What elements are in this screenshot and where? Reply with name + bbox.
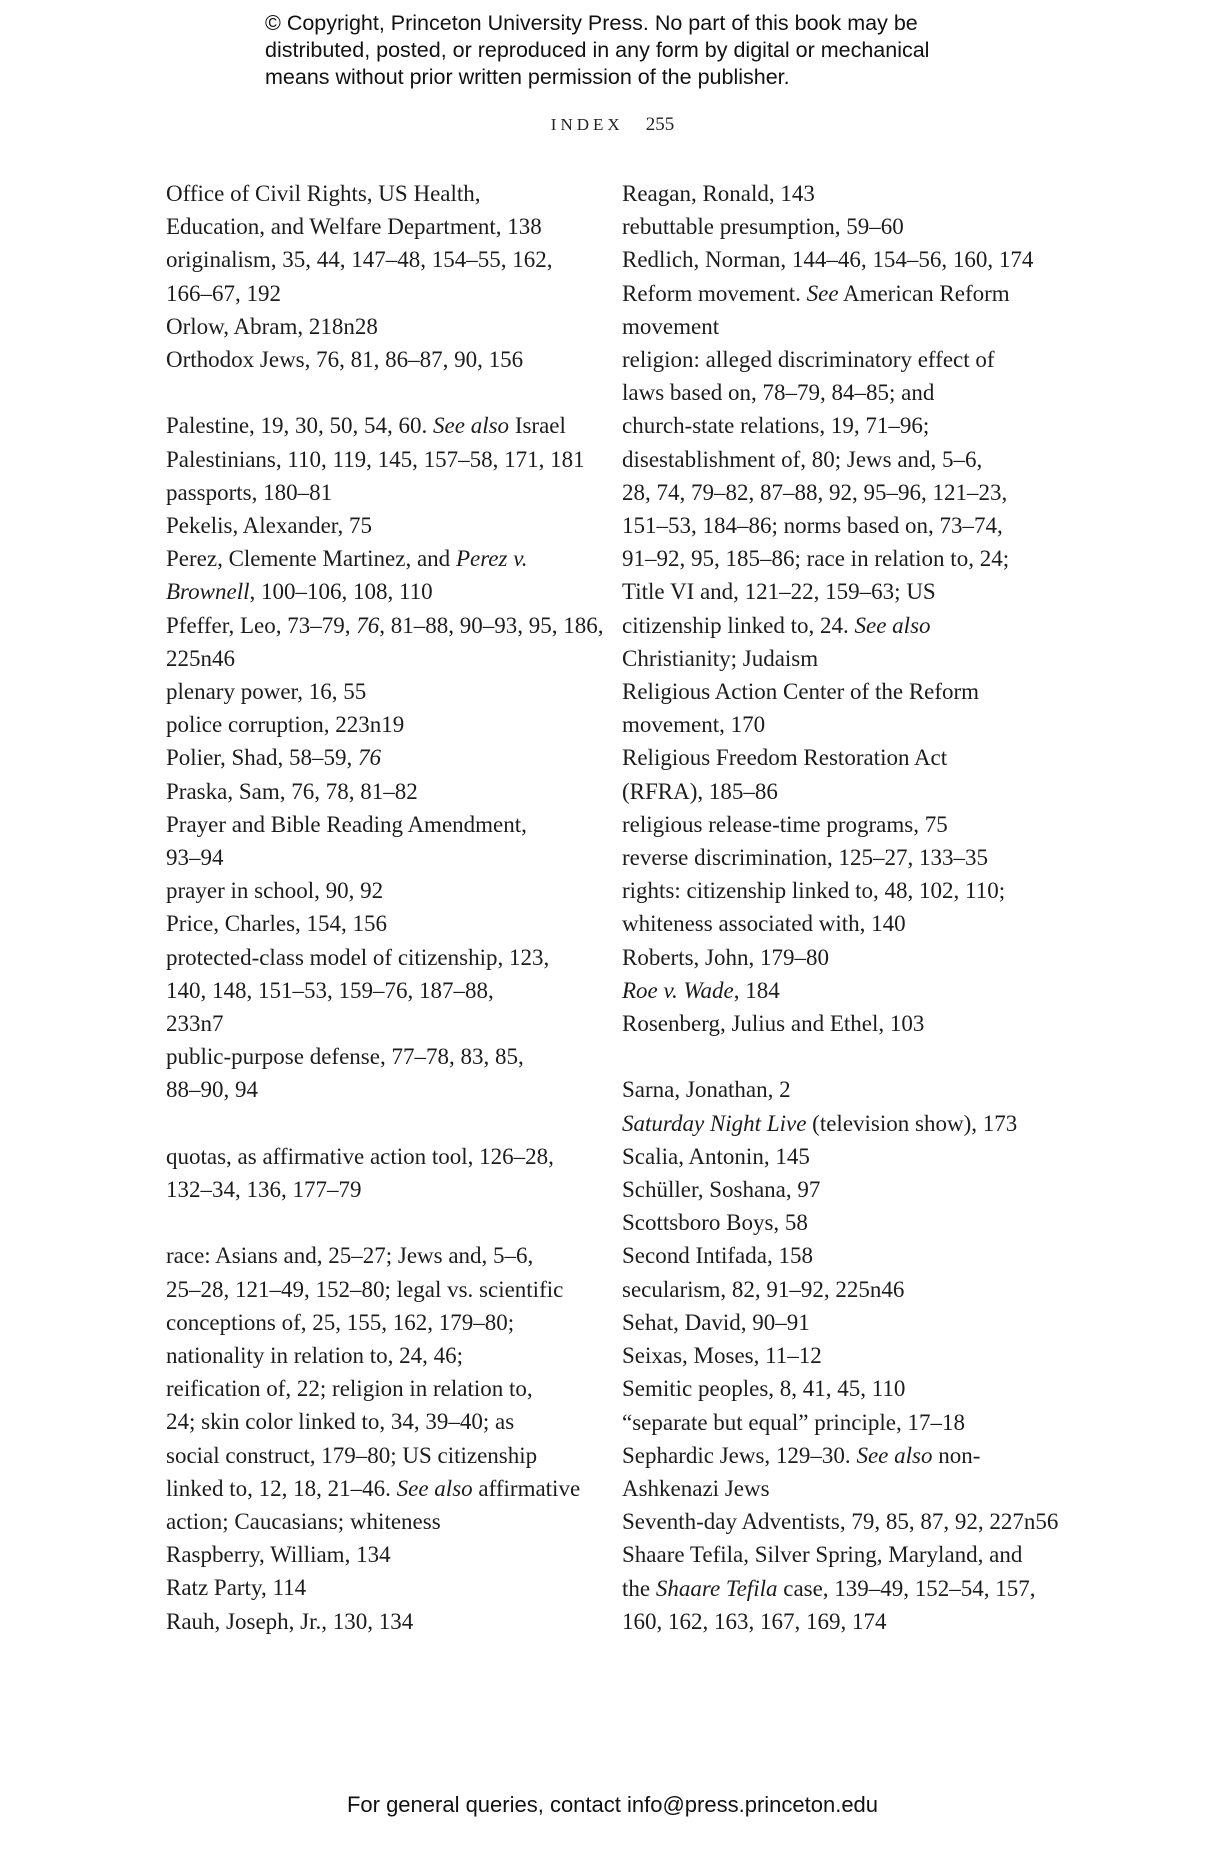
index-entry: [622, 1206, 1052, 1239]
index-entry-line: Roe v. Wade, 184: [622, 977, 780, 1003]
index-entry: [166, 1538, 596, 1571]
index-entry: [166, 243, 596, 309]
copyright-line: distributed, posted, or reproduced in any form by digital or mechanical: [265, 38, 930, 62]
index-entry-line: movement: [622, 313, 720, 339]
index-entry: [622, 343, 1052, 675]
index-entry: [622, 941, 1052, 974]
letter-group-gap: [622, 1040, 1052, 1073]
index-entry: [622, 1239, 1052, 1272]
index-entry-line: originalism, 35, 44, 147–48, 154–55, 162,: [166, 247, 553, 273]
index-entry-line: Palestinians, 110, 119, 145, 157–58, 171, 181: [166, 446, 585, 472]
index-entry-line: reverse discrimination, 125–27, 133–35: [622, 845, 989, 871]
index-entry: [166, 343, 596, 376]
index-entry-line: Orthodox Jews, 76, 81, 86–87, 90, 156: [166, 347, 524, 373]
index-entry-line: Saturday Night Live (television show), 173: [622, 1110, 1018, 1136]
index-entry-line: Seventh-day Adventists, 79, 85, 87, 92, 227n56: [622, 1509, 1059, 1535]
index-entry: [622, 1107, 1052, 1140]
index-entry: [622, 210, 1052, 243]
index-entry-line: Second Intifada, 158: [622, 1243, 813, 1269]
index-entry-line: rights: citizenship linked to, 48, 102, 110;: [622, 878, 1006, 904]
index-entry: [166, 741, 596, 774]
index-entry: [166, 609, 604, 675]
index-entry: [622, 1140, 1052, 1173]
index-entry: [622, 277, 1052, 343]
index-entry: [622, 1538, 1052, 1638]
index-entry: [166, 708, 596, 741]
index-entry: [622, 675, 1052, 741]
index-entry-line: religious release-time programs, 75: [622, 811, 948, 837]
copyright-line: means without prior written permission of the publisher.: [265, 65, 790, 89]
index-entry-line: Schüller, Soshana, 97: [622, 1177, 821, 1203]
index-entry-line: Education, and Welfare Department, 138: [166, 214, 542, 240]
index-entry-line: Office of Civil Rights, US Health,: [166, 181, 481, 206]
index-entry-line: Prayer and Bible Reading Amendment,: [166, 811, 527, 837]
index-entry-line: citizenship linked to, 24. See also: [622, 612, 931, 638]
index-entry-line: Redlich, Norman, 144–46, 154–56, 160, 174: [622, 247, 1034, 273]
index-entry: [166, 775, 596, 808]
index-entry-line: laws based on, 78–79, 84–85; and: [622, 380, 935, 406]
index-entry-line: social construct, 179–80; US citizenship: [166, 1442, 538, 1468]
index-entry: [166, 941, 596, 1041]
footer-contact: For general queries, contact info@press.princeton.edu: [346, 1792, 879, 1817]
index-entry-line: conceptions of, 25, 155, 162, 179–80;: [166, 1309, 515, 1335]
index-entry-line: Perez, Clemente Martinez, and Perez v.: [166, 546, 528, 572]
letter-group-gap: [166, 376, 596, 409]
index-entry: [166, 1239, 596, 1538]
index-entry: [622, 1372, 1052, 1405]
index-entry-line: prayer in school, 90, 92: [166, 878, 384, 904]
index-entry-line: 233n7: [166, 1011, 224, 1037]
index-entry-line: 25–28, 121–49, 152–80; legal vs. scientific: [166, 1276, 564, 1302]
index-entry-line: Rauh, Joseph, Jr., 130, 134: [166, 1608, 414, 1634]
index-entry: [622, 243, 1052, 276]
index-column-left: [166, 177, 604, 1638]
index-entry-line: (RFRA), 185–86: [622, 778, 778, 804]
index-entry-line: reification of, 22; religion in relation to,: [166, 1376, 533, 1402]
index-entry: [622, 1505, 1059, 1538]
index-entry-line: Reform movement. See American Reform: [622, 280, 1010, 306]
copyright-line: © Copyright, Princeton University Press. No part of this book may be: [265, 11, 918, 35]
copyright-notice: [265, 10, 1025, 91]
index-entry-line: race: Asians and, 25–27; Jews and, 5–6,: [166, 1243, 534, 1269]
index-entry: [166, 1571, 596, 1604]
index-entry: [166, 907, 596, 940]
index-entry: [622, 177, 1052, 210]
index-entry-line: police corruption, 223n19: [166, 712, 405, 738]
index-entry-line: Seixas, Moses, 11–12: [622, 1343, 822, 1369]
index-entry-line: whiteness associated with, 140: [622, 911, 906, 937]
index-entry-line: nationality in relation to, 24, 46;: [166, 1343, 464, 1369]
index-entry-line: secularism, 82, 91–92, 225n46: [622, 1276, 905, 1302]
index-entry-line: Pekelis, Alexander, 75: [166, 513, 373, 539]
index-entry-line: Palestine, 19, 30, 50, 54, 60. See also Israel: [166, 413, 566, 439]
index-entry-line: Praska, Sam, 76, 78, 81–82: [166, 778, 418, 804]
index-entry-line: Ashkenazi Jews: [622, 1475, 770, 1501]
running-head: [0, 114, 1225, 136]
index-entry: [622, 1173, 1052, 1206]
index-entry: [622, 1406, 1052, 1439]
index-entry-line: rebuttable presumption, 59–60: [622, 214, 904, 240]
index-entry-line: public-purpose defense, 77–78, 83, 85,: [166, 1044, 524, 1070]
index-entry: [622, 841, 1052, 874]
index-entry-line: Rosenberg, Julius and Ethel, 103: [622, 1011, 925, 1037]
index-entry-line: Scottsboro Boys, 58: [622, 1210, 808, 1236]
index-entry: [166, 874, 596, 907]
letter-group-gap: [166, 1206, 596, 1239]
index-entry: [622, 1273, 1052, 1306]
index-entry-line: action; Caucasians; whiteness: [166, 1509, 441, 1535]
index-entry-line: Shaare Tefila, Silver Spring, Maryland, and: [622, 1542, 1023, 1568]
index-entry-line: protected-class model of citizenship, 123,: [166, 944, 550, 970]
index-entry-line: Brownell, 100–106, 108, 110: [166, 579, 433, 605]
index-entry: [622, 974, 1052, 1007]
index-entry: [622, 1339, 1052, 1372]
index-entry: [166, 443, 596, 476]
index-entry-line: Scalia, Antonin, 145: [622, 1143, 810, 1169]
index-entry: [622, 1073, 1052, 1106]
index-entry-line: 140, 148, 151–53, 159–76, 187–88,: [166, 977, 494, 1003]
index-entry-line: Raspberry, William, 134: [166, 1542, 391, 1568]
index-entry-line: 225n46: [166, 645, 235, 671]
index-entry-line: church-state relations, 19, 71–96;: [622, 413, 930, 439]
index-entry-line: plenary power, 16, 55: [166, 679, 367, 705]
index-entry: [166, 509, 596, 542]
index-entry-line: Orlow, Abram, 218n28: [166, 313, 378, 339]
index-entry-line: linked to, 12, 18, 21–46. See also affirmative: [166, 1475, 581, 1501]
index-entry: [166, 177, 596, 243]
index-entry-line: “separate but equal” principle, 17–18: [622, 1409, 965, 1435]
index-entry: [166, 1040, 596, 1106]
index-entry-line: Price, Charles, 154, 156: [166, 911, 388, 937]
index-entry-line: the Shaare Tefila case, 139–49, 152–54, 157,: [622, 1575, 1036, 1601]
index-entry-line: disestablishment of, 80; Jews and, 5–6,: [622, 446, 983, 472]
index-entry: [166, 1605, 596, 1638]
index-entry-line: Pfeffer, Leo, 73–79, 76, 81–88, 90–93, 95, 186,: [166, 612, 604, 638]
index-entry-line: 166–67, 192: [166, 280, 281, 306]
index-entry-line: 28, 74, 79–82, 87–88, 92, 95–96, 121–23,: [622, 479, 1008, 505]
index-entry-line: Religious Action Center of the Reform: [622, 679, 980, 705]
index-entry-line: Reagan, Ronald, 143: [622, 181, 815, 206]
page-number: 255: [645, 114, 675, 135]
index-entry: [166, 542, 596, 608]
index-entry-line: 91–92, 95, 185–86; race in relation to, 24;: [622, 546, 1010, 572]
index-entry-line: 24; skin color linked to, 34, 39–40; as: [166, 1409, 515, 1435]
index-entry: [622, 1306, 1052, 1339]
index-entry-line: Semitic peoples, 8, 41, 45, 110: [622, 1376, 906, 1402]
running-head-label: INDEX: [550, 115, 624, 134]
index-entry-line: 132–34, 136, 177–79: [166, 1177, 362, 1203]
index-entry-line: Ratz Party, 114: [166, 1575, 307, 1601]
index-entry-line: Title VI and, 121–22, 159–63; US: [622, 579, 936, 605]
index-entry: [166, 808, 596, 874]
index-entry-line: Sehat, David, 90–91: [622, 1309, 810, 1335]
index-entry-line: Christianity; Judaism: [622, 645, 819, 671]
index-entry-line: Sarna, Jonathan, 2: [622, 1077, 791, 1103]
index-entry: [622, 1439, 1052, 1505]
index-entry-line: 93–94: [166, 845, 224, 871]
index-entry-line: 88–90, 94: [166, 1077, 258, 1103]
index-entry-line: passports, 180–81: [166, 479, 333, 505]
index-entry-line: religion: alleged discriminatory effect of: [622, 347, 995, 373]
index-entry: [622, 808, 1052, 841]
index-entry: [166, 409, 596, 442]
index-entry-line: Roberts, John, 179–80: [622, 944, 829, 970]
index-column-right: [622, 177, 1059, 1638]
index-entry: [166, 476, 596, 509]
index-entry-line: Religious Freedom Restoration Act: [622, 745, 948, 771]
index-entry: [622, 874, 1052, 940]
index-entry: [622, 1007, 1052, 1040]
index-entry: [166, 310, 596, 343]
index-entry-line: Sephardic Jews, 129–30. See also non-: [622, 1442, 981, 1468]
index-entry-line: 160, 162, 163, 167, 169, 174: [622, 1608, 887, 1634]
letter-group-gap: [166, 1107, 596, 1140]
index-entry-line: quotas, as affirmative action tool, 126–28,: [166, 1143, 554, 1169]
index-entry-line: movement, 170: [622, 712, 766, 738]
index-entry: [166, 1140, 596, 1206]
index-entry: [622, 741, 1052, 807]
index-entry-line: 151–53, 184–86; norms based on, 73–74,: [622, 513, 1003, 539]
index-entry-line: Polier, Shad, 58–59, 76: [166, 745, 382, 771]
index-entry: [166, 675, 596, 708]
